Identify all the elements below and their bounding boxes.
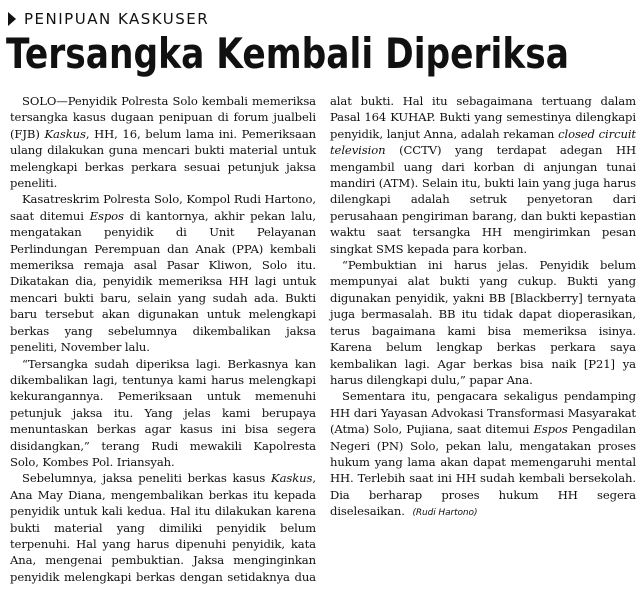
article-body (10, 93, 636, 598)
article-paragraph: “Pembuktian ini harus jelas. Penyidik belum mempunyai alat bukti yang cukup. Bukti yang digunakan penyidik, yakni BB [Blackberry] ternyata juga bermasalah. BB itu tidak dapat dioperasikan, terus bagaimana kami bisa memeriksa isinya. Karena belum lengkap berkas perkara saya kembalikan lagi. Agar berkas bisa naik [P21] ya harus dilengkapi dulu,” papar Ana. (330, 258, 636, 387)
italic-term: Espos (533, 422, 568, 437)
italic-term: Kaskus (44, 126, 86, 141)
article-paragraph: SOLO—Penyidik Polresta Solo kembali memeriksa tersangka kasus dugaan penipuan di forum jualbeli (FJB) Kaskus, HH, 16, belum lama ini. Pemeriksaan ulang dilakukan guna mencari bukti material untuk melengkapi berkas perkara sesuai petunjuk jaksa peneliti. (10, 94, 317, 191)
article-paragraph: “Tersangka sudah diperiksa lagi. Berkasnya kan dikembalikan lagi, tentunya kami harus melengkapi kekurangannya. Pemeriksaan untuk memenuhi petunjuk jaksa itu. Yang jelas kami berupaya menuntaskan berkas agar kasus ini bisa segera disidangkan,” terang Rudi mewakili Kapolresta Solo, Kombes Pol. Iriansyah. (10, 356, 316, 469)
italic-term: Espos (89, 208, 124, 223)
section-kicker (8, 8, 209, 30)
italic-term: closed circuit television (330, 126, 636, 158)
article-paragraph: Sebelumnya, jaksa peneliti berkas kasus Kaskus, Ana May Diana, mengembalikan berkas itu kepada penyidik untuk kali kedua. Hal itu dilakukan karena bukti material yang dimiliki penyidik belum terpenuhi. Hal yang harus dipenuhi penyidik, kata Ana, mengenai pembuktian. Jaksa menginginkan penyidik melengkapi berkas dengan setidaknya dua alat bukti. Hal itu sebagaimana tertuang dalam Pasal 164 KUHAP. Bukti yang semestinya dilengkapi penyidik, lanjut Anna, adalah rekaman closed circuit television (CCTV) yang terdapat adegan HH mengambil uang dari korban di anjungan tunai mandiri (ATM). Selain itu, bukti lain yang juga harus dilengkapi adalah setruk penyetoran dari perusahaan pengiriman barang, dan bukti kepastian waktu saat tersangka HH mengirimkan pesan singkat SMS kepada para korban. (10, 94, 636, 584)
triangle-bullet-icon (8, 12, 16, 26)
headline: Tersangka Kembali Diperiksa (6, 29, 569, 78)
article-paragraph: Sementara itu, pengacara sekaligus pendamping HH dari Yayasan Advokasi Transformasi Masyarakat (Atma) Solo, Pujiana, saat ditemui Espos Pengadilan Negeri (PN) Solo, pekan lalu, mengatakan proses hukum yang lama akan dapat memengaruhi mental HH. Terlebih saat ini HH sudah kembali bersekolah. Dia berharap proses hukum HH segera diselesaikan. (Rudi Hartono) (330, 389, 636, 519)
italic-term: Kaskus (271, 471, 313, 486)
article-paragraph: Kasatreskrim Polresta Solo, Kompol Rudi Hartono, saat ditemui Espos di kantornya, akhir pekan lalu, mengatakan penyidik di Unit Pelayanan Perlindungan Perempuan dan Anak (PPA) kembali memeriksa remaja asal Pasar Kliwon, Solo itu. Dikatakan dia, penyidik memeriksa HH lagi untuk mencari bukti baru, selain yang sudah ada. Bukti baru tersebut akan digunakan untuk melengkapi berkas yang sebelumnya dikembalikan jaksa peneliti, November lalu. (10, 192, 316, 355)
kicker-label: PENIPUAN KASKUSER (24, 10, 210, 28)
byline: (Rudi Hartono) (412, 508, 478, 519)
